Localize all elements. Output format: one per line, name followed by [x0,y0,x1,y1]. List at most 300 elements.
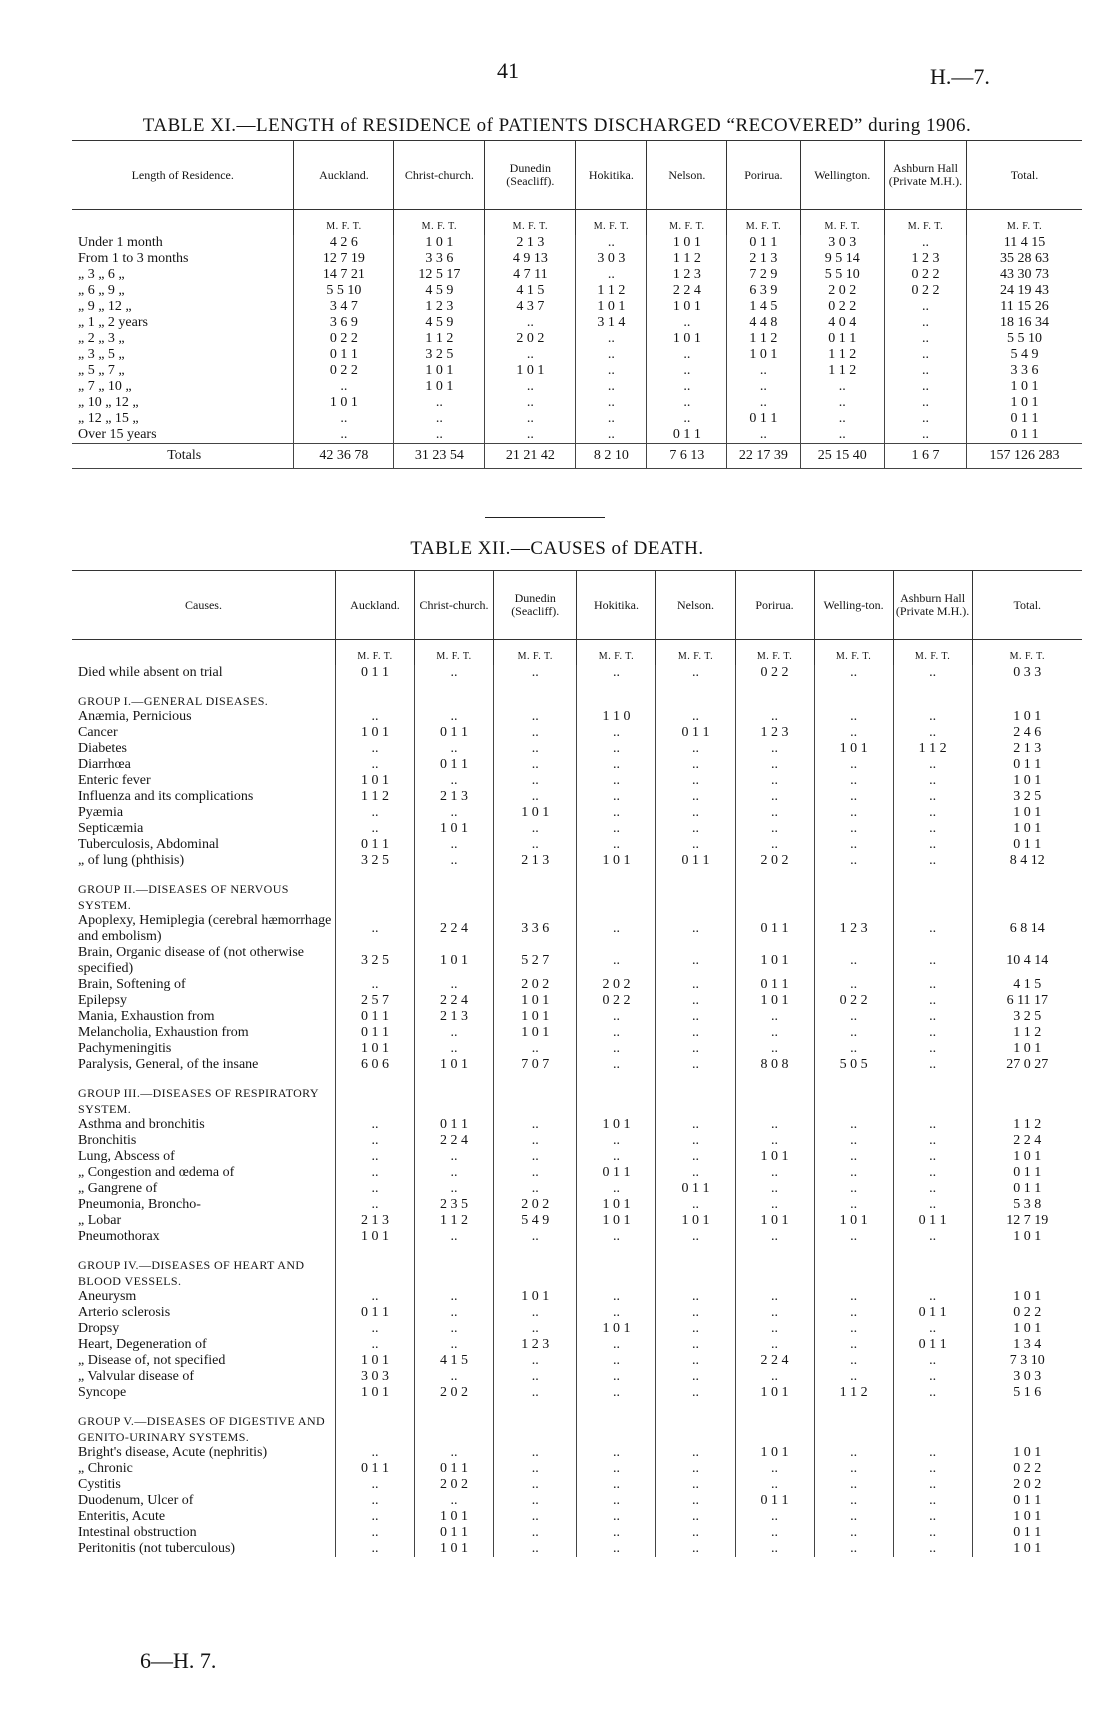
data-cell: .. [893,1509,972,1525]
data-cell: .. [577,725,656,741]
empty-cell [415,1073,494,1117]
data-cell: .. [656,741,735,757]
data-cell: 1 1 2 [647,251,727,267]
data-cell: .. [656,1165,735,1181]
table-row [72,283,1082,299]
data-cell: .. [893,805,972,821]
data-cell: .. [494,1041,577,1057]
empty-cell [656,1245,735,1289]
data-cell: 1 0 1 [494,1025,577,1041]
data-cell: .. [893,1369,972,1385]
table-row [72,837,1082,853]
data-cell: .. [576,395,647,411]
data-cell: .. [814,1525,893,1541]
data-cell: .. [814,1493,893,1509]
data-cell: .. [577,1369,656,1385]
empty-cell [814,681,893,709]
col-header: Total. [972,571,1082,640]
data-cell: .. [814,1165,893,1181]
data-cell: .. [884,427,966,444]
data-cell: .. [814,1477,893,1493]
data-cell: 2 5 7 [335,993,414,1009]
data-cell: .. [735,1461,814,1477]
empty-cell [494,1073,577,1117]
data-cell: .. [893,1461,972,1477]
data-cell: .. [727,427,800,444]
data-cell: .. [656,665,735,681]
table-row [72,235,1082,251]
data-cell: .. [577,1353,656,1369]
empty-cell [335,1073,414,1117]
data-cell: 1 0 1 [577,1117,656,1133]
table-row [72,789,1082,805]
data-cell: .. [814,805,893,821]
row-label: Brain, Softening of [78,977,186,992]
data-cell: .. [814,1025,893,1041]
data-cell: .. [893,665,972,681]
data-cell: 8 0 8 [735,1057,814,1073]
data-cell: 1 2 3 [814,913,893,945]
data-cell: .. [814,1541,893,1557]
data-cell: .. [577,1493,656,1509]
data-cell: 4 3 7 [485,299,576,315]
empty-cell [893,1245,972,1289]
data-cell: 1 0 1 [415,821,494,837]
data-cell: .. [494,1229,577,1245]
data-cell: 0 1 1 [972,757,1082,773]
table-row [72,805,1082,821]
data-cell: .. [415,805,494,821]
data-cell: .. [415,1337,494,1353]
mft-label: M. F. T. [576,210,647,236]
row-label: Influenza and its complications [78,789,254,804]
data-cell: 0 2 2 [972,1461,1082,1477]
data-cell: 1 0 1 [814,1213,893,1229]
total-cell: 7 6 13 [647,444,727,469]
data-cell: .. [814,725,893,741]
data-cell: 0 3 3 [972,665,1082,681]
data-cell: .. [577,1525,656,1541]
data-cell: 0 1 1 [727,411,800,427]
data-cell: .. [577,1509,656,1525]
data-cell: .. [893,821,972,837]
row-label: Peritonitis (not tuberculous) [78,1541,236,1556]
data-cell: 2 2 4 [972,1133,1082,1149]
table-row [72,379,1082,395]
mft-label: M. F. T. [967,210,1083,236]
empty-cell [735,681,814,709]
data-cell: .. [814,1509,893,1525]
row-label: Septicæmia [78,821,144,836]
table-row [72,1009,1082,1025]
data-cell: .. [494,665,577,681]
data-cell: 1 0 1 [814,741,893,757]
data-cell: 2 0 2 [494,1197,577,1213]
data-cell: 1 1 2 [727,331,800,347]
data-cell: .. [656,1385,735,1401]
data-cell: .. [577,1337,656,1353]
empty-cell [656,869,735,913]
data-cell: .. [415,1181,494,1197]
empty-cell [577,1401,656,1445]
group-heading: GROUP III.—DISEASES OF RESPIRATORY SYSTEM. [78,1086,319,1116]
data-cell: .. [735,757,814,773]
data-cell: .. [735,1133,814,1149]
data-cell: .. [335,1289,414,1305]
col-header: Porirua. [727,141,800,210]
data-cell: 1 0 1 [967,379,1083,395]
data-cell: 0 1 1 [335,1305,414,1321]
data-cell: 1 0 1 [335,1385,414,1401]
data-cell: .. [893,1385,972,1401]
table-row [72,757,1082,773]
data-cell: 4 1 5 [972,977,1082,993]
data-cell: .. [335,1477,414,1493]
data-cell: .. [494,1181,577,1197]
data-cell: .. [577,1445,656,1461]
data-cell: 7 0 7 [494,1057,577,1073]
data-cell: .. [415,1493,494,1509]
data-cell: .. [335,821,414,837]
data-cell: 1 0 1 [972,1149,1082,1165]
data-cell: .. [656,709,735,725]
table-row [72,1493,1082,1509]
data-cell: .. [814,757,893,773]
data-cell: 3 0 3 [972,1369,1082,1385]
data-cell: .. [577,1541,656,1557]
data-cell: .. [647,315,727,331]
data-cell: .. [494,773,577,789]
data-cell: .. [335,1117,414,1133]
data-cell: .. [656,1041,735,1057]
data-cell: 1 0 1 [335,1229,414,1245]
data-cell: .. [415,709,494,725]
col-header: Hokitika. [576,141,647,210]
data-cell: 0 1 1 [294,347,394,363]
data-cell: 2 1 3 [415,1009,494,1025]
total-cell: 1 6 7 [884,444,966,469]
data-cell: .. [735,1117,814,1133]
table-row [72,1337,1082,1353]
data-cell: 0 2 2 [814,993,893,1009]
empty-cell [735,1245,814,1289]
data-cell: .. [814,1133,893,1149]
mft-label: M. F. T. [800,210,884,236]
data-cell: 0 2 2 [972,1305,1082,1321]
data-cell: 1 0 1 [494,1009,577,1025]
data-cell: 0 1 1 [415,1525,494,1541]
data-cell: .. [893,773,972,789]
mft-label: M. F. T. [735,640,814,666]
data-cell: .. [647,411,727,427]
empty-cell [335,1245,414,1289]
mft-label: M. F. T. [577,640,656,666]
data-cell: 1 0 1 [577,853,656,869]
data-cell: .. [656,1337,735,1353]
mft-label: M. F. T. [485,210,576,236]
empty-cell [735,869,814,913]
row-label: „ Chronic [78,1461,133,1476]
data-cell: .. [893,1353,972,1369]
table-row [72,267,1082,283]
data-cell: 1 0 1 [972,1289,1082,1305]
data-cell: .. [814,1041,893,1057]
row-label: „ 10 „ 12 „ [78,395,139,410]
data-cell: .. [656,1493,735,1509]
empty-cell [972,869,1082,913]
data-cell: 2 2 4 [647,283,727,299]
data-cell: 5 4 9 [494,1213,577,1229]
group-heading: GROUP I.—GENERAL DISEASES. [78,694,269,708]
data-cell: .. [656,1321,735,1337]
data-cell: .. [494,1369,577,1385]
empty-cell [335,1401,414,1445]
data-cell: .. [577,1385,656,1401]
row-label: Dropsy [78,1321,120,1336]
data-cell: 5 5 10 [294,283,394,299]
data-cell: 0 1 1 [577,1165,656,1181]
data-cell: .. [893,1181,972,1197]
data-cell: .. [893,853,972,869]
data-cell: .. [577,741,656,757]
data-cell: .. [647,395,727,411]
data-cell: 1 1 2 [576,283,647,299]
data-cell: .. [893,837,972,853]
data-cell: 7 2 9 [727,267,800,283]
row-label: Tuberculosis, Abdominal [78,837,220,852]
table-row [72,725,1082,741]
data-cell: .. [735,1337,814,1353]
data-cell: .. [485,315,576,331]
empty-cell [814,1073,893,1117]
data-cell: 1 0 1 [577,1213,656,1229]
row-label: „ 12 „ 15 „ [78,411,139,426]
data-cell: .. [335,757,414,773]
empty-cell [656,1401,735,1445]
row-label: Duodenum, Ulcer of [78,1493,194,1508]
data-cell: .. [577,837,656,853]
data-cell: .. [814,1369,893,1385]
data-cell: 2 2 4 [415,913,494,945]
row-label: Cancer [78,725,118,740]
table-row [72,299,1082,315]
data-cell: .. [656,1509,735,1525]
data-cell: .. [647,347,727,363]
data-cell: .. [735,1181,814,1197]
data-cell: .. [814,1009,893,1025]
data-cell: .. [893,1321,972,1337]
row-label: Bronchitis [78,1133,137,1148]
data-cell: 0 2 2 [884,267,966,283]
mft-label: M. F. T. [814,640,893,666]
data-cell: .. [893,789,972,805]
empty-cell [577,1245,656,1289]
data-cell: 4 1 5 [415,1353,494,1369]
data-cell: .. [735,837,814,853]
data-cell: .. [893,993,972,1009]
data-cell: 1 0 1 [647,331,727,347]
data-cell: 1 1 2 [800,347,884,363]
data-cell: .. [893,1149,972,1165]
data-cell: 2 0 2 [800,283,884,299]
total-cell: 25 15 40 [800,444,884,469]
mft-label: M. F. T. [656,640,735,666]
data-cell: .. [656,913,735,945]
group-heading-row [72,869,1082,913]
data-cell: 1 0 1 [967,395,1083,411]
data-cell: .. [494,1445,577,1461]
data-cell: .. [814,977,893,993]
data-cell: .. [814,853,893,869]
data-cell: 2 0 2 [415,1385,494,1401]
data-cell: 2 1 3 [415,789,494,805]
data-cell: .. [415,665,494,681]
row-label: „ Valvular disease of [78,1369,194,1384]
data-cell: 11 4 15 [967,235,1083,251]
data-cell: 12 5 17 [394,267,485,283]
group-heading: GROUP II.—DISEASES OF NERVOUS SYSTEM. [78,882,289,912]
data-cell: .. [485,427,576,444]
table-xii [72,570,1082,1557]
data-cell: 6 8 14 [972,913,1082,945]
table-row [72,1305,1082,1321]
data-cell: 11 15 26 [967,299,1083,315]
table-row [72,1353,1082,1369]
data-cell: 5 5 10 [967,331,1083,347]
table-row [72,347,1082,363]
data-cell: .. [335,1445,414,1461]
data-cell: 0 1 1 [647,427,727,444]
data-cell: 9 5 14 [800,251,884,267]
data-cell: .. [893,1525,972,1541]
data-cell: 1 0 1 [415,945,494,977]
total-cell: 42 36 78 [294,444,394,469]
data-cell: .. [494,1385,577,1401]
data-cell: 12 7 19 [972,1213,1082,1229]
table-xi-body [72,235,1082,469]
table-row [72,411,1082,427]
table-xi-title: TABLE XI.—LENGTH of RESIDENCE of PATIENTS DISCHARGED “RECOVERED” during 1906. [142,115,972,136]
data-cell: .. [577,805,656,821]
data-cell: .. [656,773,735,789]
data-cell: 0 1 1 [415,725,494,741]
empty-cell [577,869,656,913]
data-cell: 2 4 6 [972,725,1082,741]
data-cell: .. [735,1369,814,1385]
row-label: „ Gangrene of [78,1181,158,1196]
mft-label: M. F. T. [647,210,727,236]
data-cell: 4 5 9 [394,283,485,299]
row-label: Paralysis, General, of the insane [78,1057,259,1072]
data-cell: 3 0 3 [800,235,884,251]
table-row [72,363,1082,379]
empty-cell [415,1401,494,1445]
row-label: From 1 to 3 months [78,251,189,266]
data-cell: .. [656,1117,735,1133]
data-cell: 1 0 1 [735,1445,814,1461]
data-cell: 7 3 10 [972,1353,1082,1369]
data-cell: 12 7 19 [294,251,394,267]
col-header: Total. [967,141,1083,210]
data-cell: 0 1 1 [967,411,1083,427]
data-cell: .. [335,1149,414,1165]
data-cell: .. [415,1321,494,1337]
data-cell: .. [577,1461,656,1477]
data-cell: .. [884,315,966,331]
row-label: „ 5 „ 7 „ [78,363,125,378]
data-cell: .. [893,1197,972,1213]
data-cell: .. [415,773,494,789]
data-cell: .. [577,945,656,977]
data-cell: 5 4 9 [967,347,1083,363]
data-cell: 0 1 1 [735,913,814,945]
data-cell: 2 2 4 [415,993,494,1009]
data-cell: .. [893,1229,972,1245]
row-label: Died while absent on trial [78,665,223,680]
row-label: Pneumonia, Broncho- [78,1197,201,1212]
data-cell: 1 3 4 [972,1337,1082,1353]
group-heading-row [72,681,1082,709]
data-cell: .. [294,427,394,444]
data-cell: .. [335,709,414,725]
data-cell: .. [485,411,576,427]
data-cell: 5 1 6 [972,1385,1082,1401]
row-label: „ 1 „ 2 years [78,315,148,330]
data-cell: 2 3 5 [415,1197,494,1213]
data-cell: 1 1 2 [814,1385,893,1401]
data-cell: 1 0 1 [394,363,485,379]
col-header: Wellington. [800,141,884,210]
table-row [72,1025,1082,1041]
data-cell: 0 1 1 [656,1181,735,1197]
table-row [72,1525,1082,1541]
table-row [72,1461,1082,1477]
data-cell: 1 1 2 [893,741,972,757]
data-cell: 0 1 1 [335,665,414,681]
row-label: Anæmia, Pernicious [78,709,192,724]
data-cell: .. [893,1477,972,1493]
data-cell: 2 1 3 [972,741,1082,757]
data-cell: .. [335,913,414,945]
data-cell: 3 2 5 [972,789,1082,805]
data-cell: 2 0 2 [494,977,577,993]
table-row [72,1385,1082,1401]
data-cell: 3 2 5 [394,347,485,363]
totals-label: Totals [72,444,294,469]
data-cell: .. [577,1289,656,1305]
data-cell: .. [814,1197,893,1213]
data-cell: .. [814,1445,893,1461]
table-row [72,993,1082,1009]
table-row [72,251,1082,267]
table-xii-title: TABLE XII.—CAUSES of DEATH. [410,538,704,559]
col-header: Auckland. [294,141,394,210]
data-cell: .. [884,235,966,251]
data-cell: .. [335,1133,414,1149]
data-cell: 1 1 2 [800,363,884,379]
col-header: Nelson. [656,571,735,640]
corner-header: Length of Residence. [72,141,294,210]
data-cell: .. [577,1305,656,1321]
data-cell: .. [735,1321,814,1337]
data-cell: 1 2 3 [884,251,966,267]
data-cell: .. [893,945,972,977]
group-heading-row [72,1073,1082,1117]
data-cell: .. [394,411,485,427]
data-cell: 1 4 5 [727,299,800,315]
data-cell: 2 1 3 [335,1213,414,1229]
data-cell: .. [294,379,394,395]
